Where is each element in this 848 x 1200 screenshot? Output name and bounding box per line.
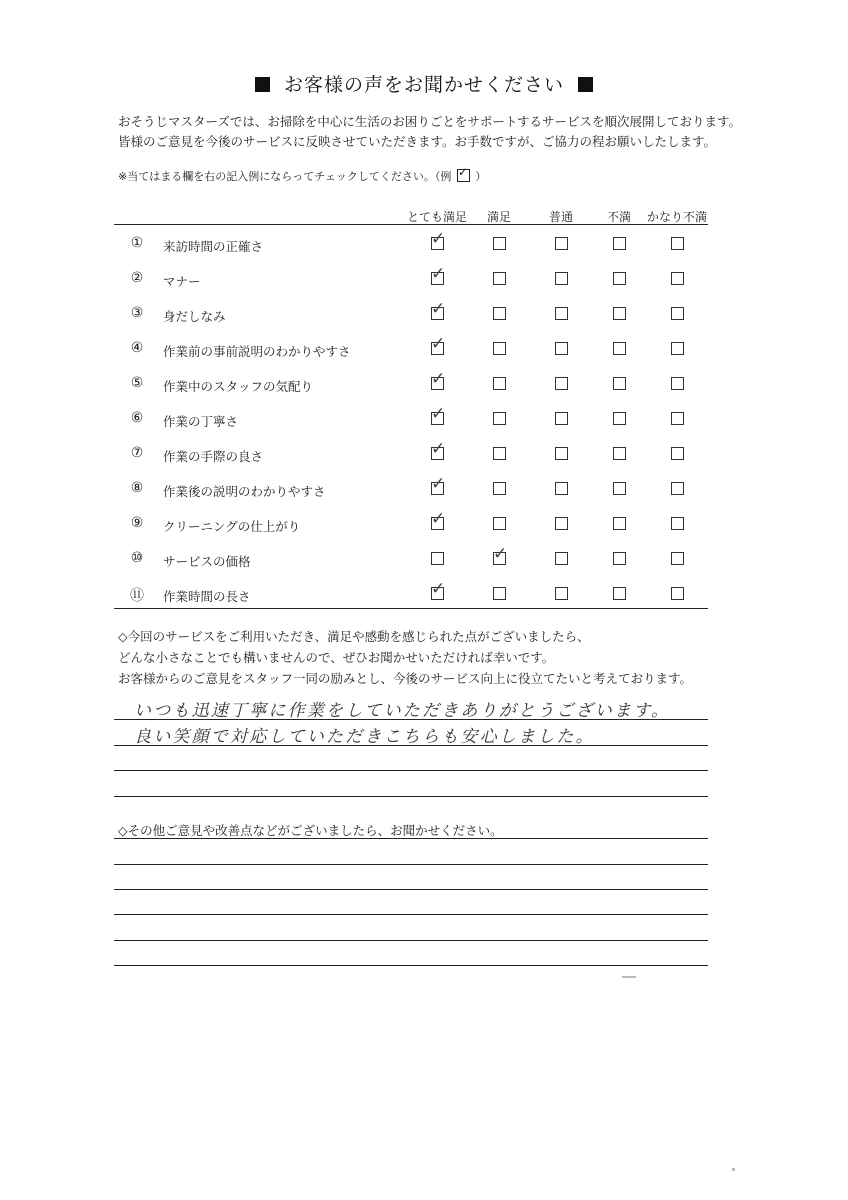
scan-speck — [622, 976, 636, 978]
scan-speck — [732, 1168, 735, 1171]
rating-checkbox[interactable] — [613, 482, 626, 495]
row-number: ① — [130, 235, 144, 251]
rating-checkbox[interactable] — [671, 587, 684, 600]
rating-checkbox[interactable] — [555, 307, 568, 320]
row-label: 身だしなみ — [163, 309, 226, 324]
rating-checkbox[interactable] — [613, 552, 626, 565]
question-line: お客様からのご意見をスタッフ一同の励みとし、今後のサービス向上に役立てたいと考えております。 — [118, 671, 693, 686]
rating-row — [0, 299, 848, 340]
check-mark-icon: ✓ — [431, 439, 446, 459]
row-label: 作業時間の長さ — [163, 589, 251, 604]
rating-checkbox[interactable] — [671, 517, 684, 530]
rating-checkbox[interactable] — [493, 272, 506, 285]
row-label: 来訪時間の正確さ — [163, 239, 264, 254]
table-top-rule — [114, 224, 708, 225]
rating-checkbox[interactable] — [555, 482, 568, 495]
writing-line — [114, 940, 708, 941]
row-label: 作業の丁寧さ — [163, 414, 239, 429]
rating-checkbox[interactable] — [431, 264, 446, 285]
rating-checkbox[interactable] — [555, 552, 568, 565]
row-number: ⑪ — [130, 588, 144, 604]
instruction-note — [118, 168, 486, 184]
row-number: ⑥ — [130, 410, 144, 426]
rating-checkbox[interactable] — [613, 307, 626, 320]
rating-row — [0, 334, 848, 375]
rating-checkbox[interactable] — [671, 377, 684, 390]
intro-line: 皆様のご意見を今後のサービスに反映させていただきます。お手数ですが、ご協力の程お願いしたします。 — [118, 134, 717, 149]
rating-checkbox[interactable] — [613, 237, 626, 250]
rating-checkbox[interactable] — [431, 299, 446, 320]
check-mark-icon: ✓ — [431, 579, 446, 599]
rating-row — [0, 544, 848, 585]
row-number: ⑩ — [130, 550, 144, 566]
rating-checkbox[interactable] — [555, 237, 568, 250]
writing-line — [114, 719, 708, 720]
rating-row — [0, 439, 848, 480]
check-mark-icon: ✓ — [431, 264, 446, 284]
rating-checkbox[interactable] — [671, 552, 684, 565]
column-header: 普通 — [548, 210, 573, 224]
rating-checkbox[interactable] — [555, 447, 568, 460]
rating-checkbox[interactable] — [431, 439, 446, 460]
rating-checkbox[interactable] — [613, 412, 626, 425]
rating-checkbox[interactable] — [431, 369, 446, 390]
writing-line — [114, 745, 708, 746]
rating-checkbox[interactable] — [431, 334, 446, 355]
column-header: かなり不満 — [646, 210, 707, 224]
writing-line — [114, 965, 708, 966]
rating-checkbox[interactable] — [493, 412, 506, 425]
rating-checkbox[interactable] — [493, 587, 506, 600]
row-number: ⑤ — [130, 375, 144, 391]
rating-checkbox[interactable] — [613, 342, 626, 355]
row-label: 作業中のスタッフの気配り — [163, 379, 314, 394]
rating-checkbox[interactable] — [613, 272, 626, 285]
intro-text — [118, 112, 741, 152]
rating-checkbox[interactable] — [431, 579, 446, 600]
rating-checkbox[interactable] — [671, 272, 684, 285]
column-header: 不満 — [606, 210, 631, 224]
row-label: 作業後の説明のわかりやすさ — [163, 484, 326, 499]
row-label: 作業前の事前説明のわかりやすさ — [163, 344, 351, 359]
answer-1-line-2: 良い笑顔で対応していただきこちらも安心しました。 — [134, 727, 595, 747]
rating-checkbox[interactable] — [613, 447, 626, 460]
row-number: ⑦ — [130, 445, 144, 461]
rating-checkbox[interactable] — [671, 237, 684, 250]
row-label: 作業の手際の良さ — [163, 449, 264, 464]
rating-checkbox[interactable] — [493, 237, 506, 250]
rating-checkbox[interactable] — [555, 412, 568, 425]
rating-checkbox[interactable] — [431, 404, 446, 425]
check-mark-icon: ✓ — [431, 299, 446, 319]
rating-checkbox[interactable] — [493, 342, 506, 355]
rating-checkbox[interactable] — [555, 272, 568, 285]
check-mark-icon: ✓ — [431, 369, 446, 389]
row-number: ⑧ — [130, 480, 144, 496]
rating-checkbox[interactable] — [613, 587, 626, 600]
rating-checkbox[interactable] — [555, 342, 568, 355]
check-mark-icon: ✓ — [431, 474, 446, 494]
check-mark-icon: ✓ — [431, 229, 446, 249]
rating-row — [0, 474, 848, 515]
question-line: ◇今回のサービスをご利用いただき、満足や感動を感じられた点がございましたら、 — [118, 629, 590, 644]
example-checkbox-icon — [457, 169, 470, 182]
row-label: サービスの価格 — [163, 554, 251, 569]
rating-checkbox[interactable] — [671, 482, 684, 495]
writing-line — [114, 914, 708, 915]
check-mark-icon: ✓ — [431, 509, 446, 529]
intro-line: おそうじマスターズでは、お掃除を中心に生活のお困りごとをサポートするサービスを順次展開しております。 — [118, 114, 742, 129]
rating-checkbox[interactable] — [493, 447, 506, 460]
row-label: クリーニングの仕上がり — [163, 519, 301, 534]
rating-row — [0, 404, 848, 445]
row-number: ⑨ — [130, 515, 144, 531]
check-mark-icon: ✓ — [493, 544, 508, 564]
rating-row — [0, 509, 848, 550]
rating-checkbox[interactable] — [431, 552, 444, 565]
rating-checkbox[interactable] — [555, 587, 568, 600]
question-line: どんな小さなことでも構いませんので、ぜひお聞かせいただければ幸いです。 — [118, 650, 555, 665]
column-header: とても満足 — [406, 210, 467, 224]
question-1 — [118, 626, 692, 689]
note-text: ※当てはまる欄を右の記入例にならってチェックしてください。（例 — [118, 170, 452, 183]
column-header: 満足 — [486, 210, 511, 224]
writing-line — [114, 838, 708, 839]
rating-checkbox[interactable] — [671, 412, 684, 425]
title-square-left — [255, 77, 270, 92]
rating-row — [0, 229, 848, 270]
answer-1-line-1: いつも迅速丁寧に作業をしていただきありがとうございます。 — [134, 701, 671, 721]
rating-checkbox[interactable] — [555, 377, 568, 390]
rating-checkbox[interactable] — [493, 544, 508, 565]
writing-line — [114, 864, 708, 865]
writing-line — [114, 889, 708, 890]
check-mark-icon: ✓ — [431, 404, 446, 424]
rating-checkbox[interactable] — [431, 474, 446, 495]
rating-row — [0, 264, 848, 305]
rating-checkbox[interactable] — [555, 517, 568, 530]
rating-checkbox[interactable] — [613, 517, 626, 530]
rating-checkbox[interactable] — [493, 377, 506, 390]
rating-checkbox[interactable] — [613, 377, 626, 390]
rating-checkbox[interactable] — [493, 307, 506, 320]
row-number: ② — [130, 270, 144, 286]
page-title — [0, 70, 848, 97]
rating-checkbox[interactable] — [671, 447, 684, 460]
title-text: お客様の声をお聞かせください — [283, 74, 564, 96]
rating-checkbox[interactable] — [493, 482, 506, 495]
row-number: ④ — [130, 340, 144, 356]
rating-checkbox[interactable] — [671, 307, 684, 320]
rating-checkbox[interactable] — [493, 517, 506, 530]
title-square-right — [578, 77, 593, 92]
table-bottom-rule — [114, 608, 708, 609]
rating-checkbox[interactable] — [431, 229, 446, 250]
rating-row — [0, 369, 848, 410]
rating-row — [0, 579, 848, 620]
row-label: マナー — [163, 274, 201, 289]
question-2: ◇その他ご意見や改善点などがございましたら、お聞かせください。 — [118, 823, 503, 838]
writing-line — [114, 796, 708, 797]
row-number: ③ — [130, 305, 144, 321]
check-mark-icon: ✓ — [431, 334, 446, 354]
rating-checkbox[interactable] — [431, 509, 446, 530]
rating-checkbox[interactable] — [671, 342, 684, 355]
writing-line — [114, 770, 708, 771]
note-suffix: ） — [475, 170, 487, 183]
